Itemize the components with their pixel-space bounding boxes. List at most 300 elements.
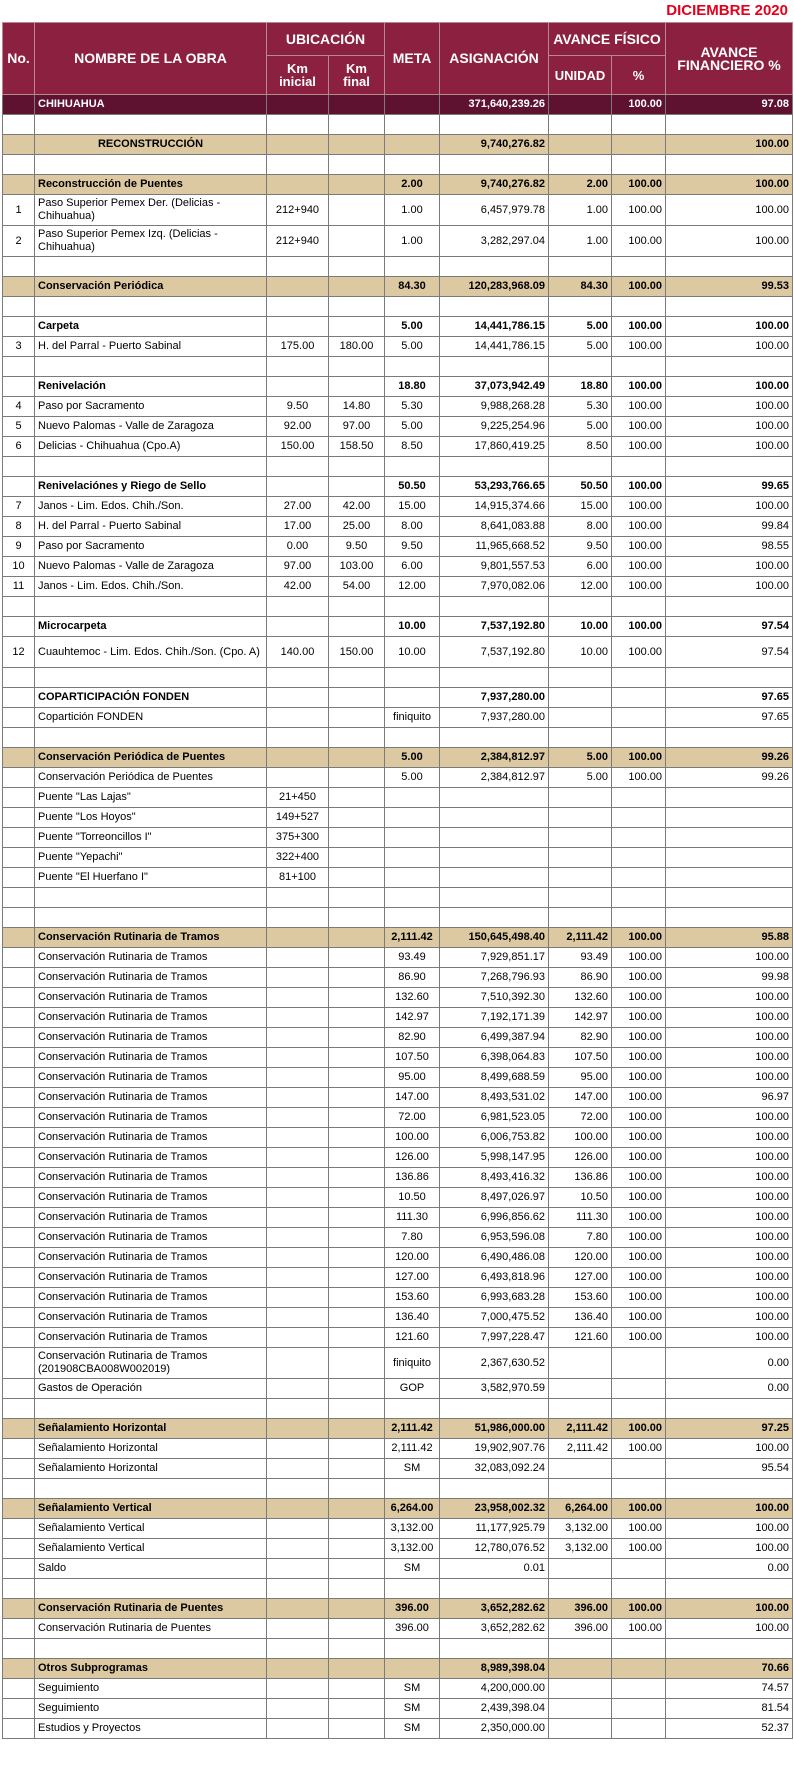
cell-avance-financiero: 100.00 [666, 1519, 793, 1539]
cell-km-inicial [267, 1519, 329, 1539]
cell-nombre: Conservación Rutinaria de Tramos [35, 1128, 267, 1148]
cell-meta: 142.97 [385, 1008, 440, 1028]
cell-km-final [329, 1419, 385, 1439]
cell-meta: 8.00 [385, 517, 440, 537]
empty-cell [385, 357, 440, 377]
empty-cell [612, 457, 666, 477]
cell-unidad [549, 708, 612, 728]
spacer-row [3, 115, 793, 135]
cell-km-inicial [267, 1539, 329, 1559]
header-avance-financiero: AVANCE FINANCIERO % [666, 23, 793, 95]
cell-km-inicial: 149+527 [267, 808, 329, 828]
empty-cell [549, 597, 612, 617]
cell-km-final [329, 377, 385, 397]
empty-cell [267, 1399, 329, 1419]
table-row [3, 868, 793, 888]
cell-nombre: Señalamiento Horizontal [35, 1459, 267, 1479]
cell-nombre: Conservación Rutinaria de Tramos [35, 1248, 267, 1268]
empty-cell [385, 1639, 440, 1659]
cell-km-final: 150.00 [329, 637, 385, 668]
cell-unidad: 3,132.00 [549, 1519, 612, 1539]
cell-no [3, 617, 35, 637]
table-row [3, 1128, 793, 1148]
cell-avance-financiero: 100.00 [666, 226, 793, 257]
cell-km-final [329, 1679, 385, 1699]
spacer-row [3, 908, 793, 928]
cell-avance-financiero: 100.00 [666, 1499, 793, 1519]
cell-meta: SM [385, 1559, 440, 1579]
cell-nombre: Conservación Rutinaria de Tramos [35, 1068, 267, 1088]
cell-avance-financiero: 100.00 [666, 1188, 793, 1208]
table-row [3, 1308, 793, 1328]
cell-avance-financiero: 100.00 [666, 1248, 793, 1268]
cell-nombre: Paso por Sacramento [35, 397, 267, 417]
empty-cell [385, 668, 440, 688]
empty-cell [549, 357, 612, 377]
cell-asignacion: 7,192,171.39 [440, 1008, 549, 1028]
cell-no [3, 1208, 35, 1228]
cell-km-inicial [267, 1188, 329, 1208]
spacer-row [3, 1399, 793, 1419]
cell-no: 10 [3, 557, 35, 577]
header-ubicacion: UBICACIÓN [267, 23, 385, 56]
cell-asignacion: 32,083,092.24 [440, 1459, 549, 1479]
cell-asignacion: 6,490,486.08 [440, 1248, 549, 1268]
cell-porcentaje [612, 1559, 666, 1579]
cell-km-final [329, 95, 385, 115]
cell-no [3, 1719, 35, 1739]
cell-unidad: 107.50 [549, 1048, 612, 1068]
empty-cell [666, 457, 793, 477]
cell-porcentaje: 100.00 [612, 1439, 666, 1459]
cell-nombre: Conservación Rutinaria de Tramos [35, 948, 267, 968]
cell-no: 6 [3, 437, 35, 457]
cell-asignacion [440, 868, 549, 888]
cell-km-inicial [267, 135, 329, 155]
cell-km-final [329, 768, 385, 788]
empty-cell [329, 888, 385, 908]
cell-asignacion: 7,537,192.80 [440, 617, 549, 637]
cell-porcentaje: 100.00 [612, 277, 666, 297]
cell-nombre: Señalamiento Horizontal [35, 1419, 267, 1439]
cell-avance-financiero: 100.00 [666, 1048, 793, 1068]
empty-cell [267, 1479, 329, 1499]
works-table [2, 22, 793, 1739]
table-row [3, 1088, 793, 1108]
cell-no [3, 1188, 35, 1208]
cell-avance-financiero: 100.00 [666, 1208, 793, 1228]
section-row [3, 277, 793, 297]
cell-km-final [329, 1348, 385, 1379]
cell-avance-financiero: 100.00 [666, 1148, 793, 1168]
cell-asignacion: 5,998,147.95 [440, 1148, 549, 1168]
cell-avance-financiero: 100.00 [666, 988, 793, 1008]
spacer-row [3, 457, 793, 477]
cell-km-inicial [267, 1699, 329, 1719]
empty-cell [3, 1479, 35, 1499]
cell-nombre: Señalamiento Vertical [35, 1499, 267, 1519]
cell-meta: 5.00 [385, 417, 440, 437]
empty-cell [549, 1399, 612, 1419]
cell-asignacion: 6,993,683.28 [440, 1288, 549, 1308]
cell-km-final [329, 1188, 385, 1208]
cell-km-inicial [267, 1499, 329, 1519]
cell-porcentaje: 100.00 [612, 1108, 666, 1128]
cell-meta [385, 848, 440, 868]
empty-cell [440, 668, 549, 688]
cell-km-final [329, 1308, 385, 1328]
cell-meta: 153.60 [385, 1288, 440, 1308]
cell-km-inicial [267, 768, 329, 788]
cell-asignacion: 14,915,374.66 [440, 497, 549, 517]
cell-nombre: Delicias - Chihuahua (Cpo.A) [35, 437, 267, 457]
empty-cell [612, 1479, 666, 1499]
empty-cell [385, 597, 440, 617]
empty-cell [666, 357, 793, 377]
cell-km-inicial [267, 1459, 329, 1479]
empty-cell [329, 908, 385, 928]
section-row [3, 175, 793, 195]
cell-avance-financiero: 100.00 [666, 1599, 793, 1619]
cell-asignacion: 8,499,688.59 [440, 1068, 549, 1088]
cell-km-final [329, 968, 385, 988]
cell-no [3, 708, 35, 728]
cell-km-inicial [267, 1439, 329, 1459]
empty-cell [612, 115, 666, 135]
cell-unidad: 396.00 [549, 1599, 612, 1619]
cell-porcentaje: 100.00 [612, 377, 666, 397]
cell-asignacion: 2,439,398.04 [440, 1699, 549, 1719]
cell-km-final [329, 828, 385, 848]
cell-no: 2 [3, 226, 35, 257]
cell-meta: 5.00 [385, 317, 440, 337]
cell-nombre: Paso por Sacramento [35, 537, 267, 557]
cell-km-final [329, 277, 385, 297]
cell-km-final [329, 1699, 385, 1719]
cell-porcentaje [612, 1659, 666, 1679]
cell-nombre: Seguimiento [35, 1679, 267, 1699]
cell-porcentaje: 100.00 [612, 948, 666, 968]
table-row [3, 808, 793, 828]
cell-unidad [549, 1699, 612, 1719]
cell-avance-financiero: 74.57 [666, 1679, 793, 1699]
cell-nombre: Saldo [35, 1559, 267, 1579]
cell-km-final [329, 808, 385, 828]
cell-avance-financiero: 100.00 [666, 497, 793, 517]
cell-avance-financiero: 97.65 [666, 708, 793, 728]
empty-cell [267, 888, 329, 908]
cell-km-final: 180.00 [329, 337, 385, 357]
cell-nombre: Puente "Yepachi" [35, 848, 267, 868]
cell-porcentaje: 100.00 [612, 397, 666, 417]
empty-cell [267, 597, 329, 617]
cell-asignacion: 11,177,925.79 [440, 1519, 549, 1539]
cell-porcentaje: 100.00 [612, 748, 666, 768]
empty-cell [385, 1399, 440, 1419]
cell-km-inicial [267, 1328, 329, 1348]
cell-porcentaje [612, 688, 666, 708]
cell-nombre: Copartición FONDEN [35, 708, 267, 728]
table-row [3, 1108, 793, 1128]
cell-meta: 396.00 [385, 1599, 440, 1619]
cell-km-final [329, 1048, 385, 1068]
cell-unidad [549, 1459, 612, 1479]
cell-km-inicial [267, 95, 329, 115]
cell-no [3, 1108, 35, 1128]
cell-nombre: Conservación Rutinaria de Puentes [35, 1619, 267, 1639]
cell-avance-financiero: 99.98 [666, 968, 793, 988]
cell-porcentaje: 100.00 [612, 1028, 666, 1048]
cell-avance-financiero: 100.00 [666, 1539, 793, 1559]
cell-km-final: 97.00 [329, 417, 385, 437]
cell-unidad: 8.50 [549, 437, 612, 457]
cell-avance-financiero: 95.54 [666, 1459, 793, 1479]
cell-km-inicial [267, 748, 329, 768]
cell-meta: SM [385, 1719, 440, 1739]
table-row [3, 577, 793, 597]
empty-cell [549, 1479, 612, 1499]
cell-meta: 100.00 [385, 1128, 440, 1148]
cell-km-final [329, 848, 385, 868]
empty-cell [267, 457, 329, 477]
cell-porcentaje: 100.00 [612, 497, 666, 517]
cell-asignacion: 2,367,630.52 [440, 1348, 549, 1379]
table-body [3, 95, 793, 1739]
cell-porcentaje: 100.00 [612, 1188, 666, 1208]
empty-cell [35, 888, 267, 908]
empty-cell [35, 115, 267, 135]
cell-nombre: COPARTICIPACIÓN FONDEN [35, 688, 267, 708]
cell-porcentaje: 100.00 [612, 557, 666, 577]
cell-nombre: H. del Parral - Puerto Sabinal [35, 517, 267, 537]
empty-cell [35, 155, 267, 175]
cell-asignacion: 7,000,475.52 [440, 1308, 549, 1328]
cell-asignacion: 9,225,254.96 [440, 417, 549, 437]
cell-no [3, 1168, 35, 1188]
cell-asignacion: 6,493,818.96 [440, 1268, 549, 1288]
cell-avance-financiero: 100.00 [666, 397, 793, 417]
empty-cell [3, 1639, 35, 1659]
cell-no: 5 [3, 417, 35, 437]
cell-asignacion: 2,384,812.97 [440, 748, 549, 768]
cell-km-final [329, 1148, 385, 1168]
cell-no [3, 1519, 35, 1539]
cell-nombre: Conservación Rutinaria de Tramos [35, 968, 267, 988]
cell-km-inicial [267, 1719, 329, 1739]
cell-nombre: Estudios y Proyectos [35, 1719, 267, 1739]
cell-km-final [329, 1719, 385, 1739]
cell-meta: 6.00 [385, 557, 440, 577]
table-row [3, 788, 793, 808]
table-row [3, 1228, 793, 1248]
cell-meta: 5.00 [385, 748, 440, 768]
cell-no [3, 848, 35, 868]
cell-km-inicial [267, 1599, 329, 1619]
header-km-inicial: Km inicial [267, 56, 329, 95]
cell-asignacion: 2,384,812.97 [440, 768, 549, 788]
cell-km-final [329, 1519, 385, 1539]
cell-asignacion [440, 808, 549, 828]
cell-porcentaje: 100.00 [612, 928, 666, 948]
cell-km-final [329, 195, 385, 226]
cell-porcentaje: 100.00 [612, 1599, 666, 1619]
cell-km-inicial [267, 377, 329, 397]
cell-avance-financiero: 100.00 [666, 557, 793, 577]
cell-avance-financiero: 100.00 [666, 1168, 793, 1188]
header-km-final: Km final [329, 56, 385, 95]
cell-asignacion: 8,497,026.97 [440, 1188, 549, 1208]
cell-asignacion: 6,006,753.82 [440, 1128, 549, 1148]
empty-cell [35, 668, 267, 688]
empty-cell [385, 888, 440, 908]
cell-asignacion: 7,970,082.06 [440, 577, 549, 597]
table-row [3, 988, 793, 1008]
table-row [3, 226, 793, 257]
cell-meta: finiquito [385, 708, 440, 728]
cell-asignacion: 8,493,416.32 [440, 1168, 549, 1188]
cell-no [3, 828, 35, 848]
section-row [3, 1659, 793, 1679]
cell-no [3, 377, 35, 397]
cell-km-inicial [267, 477, 329, 497]
empty-cell [35, 257, 267, 277]
cell-km-final [329, 1228, 385, 1248]
cell-unidad: 5.00 [549, 317, 612, 337]
cell-asignacion: 6,996,856.62 [440, 1208, 549, 1228]
cell-porcentaje: 100.00 [612, 968, 666, 988]
cell-asignacion [440, 828, 549, 848]
table-row [3, 517, 793, 537]
cell-porcentaje: 100.00 [612, 1148, 666, 1168]
cell-porcentaje: 100.00 [612, 1128, 666, 1148]
empty-cell [3, 297, 35, 317]
table-row [3, 1268, 793, 1288]
empty-cell [267, 257, 329, 277]
cell-avance-financiero: 100.00 [666, 948, 793, 968]
table-row [3, 1459, 793, 1479]
cell-km-inicial: 322+400 [267, 848, 329, 868]
cell-asignacion: 7,937,280.00 [440, 688, 549, 708]
cell-km-inicial [267, 175, 329, 195]
cell-km-inicial [267, 1288, 329, 1308]
empty-cell [329, 115, 385, 135]
cell-km-inicial: 212+940 [267, 195, 329, 226]
cell-km-inicial [267, 1068, 329, 1088]
empty-cell [329, 1479, 385, 1499]
cell-porcentaje: 100.00 [612, 1308, 666, 1328]
cell-no: 4 [3, 397, 35, 417]
cell-meta: 7.80 [385, 1228, 440, 1248]
empty-cell [3, 357, 35, 377]
cell-unidad: 396.00 [549, 1619, 612, 1639]
cell-km-inicial [267, 1008, 329, 1028]
cell-unidad: 126.00 [549, 1148, 612, 1168]
empty-cell [666, 668, 793, 688]
empty-cell [329, 1639, 385, 1659]
empty-cell [329, 597, 385, 617]
cell-unidad: 95.00 [549, 1068, 612, 1088]
spacer-row [3, 1639, 793, 1659]
empty-cell [3, 888, 35, 908]
cell-meta: 120.00 [385, 1248, 440, 1268]
cell-unidad: 6,264.00 [549, 1499, 612, 1519]
cell-asignacion: 7,929,851.17 [440, 948, 549, 968]
sub-row [3, 688, 793, 708]
cell-nombre: Microcarpeta [35, 617, 267, 637]
cell-avance-financiero: 0.00 [666, 1379, 793, 1399]
cell-nombre: Seguimiento [35, 1699, 267, 1719]
cell-porcentaje: 100.00 [612, 577, 666, 597]
empty-cell [612, 155, 666, 175]
cell-km-inicial [267, 928, 329, 948]
cell-asignacion: 3,582,970.59 [440, 1379, 549, 1399]
cell-nombre: Conservación Periódica de Puentes [35, 748, 267, 768]
section-row [3, 135, 793, 155]
cell-km-final [329, 1559, 385, 1579]
cell-km-inicial [267, 688, 329, 708]
cell-meta: 95.00 [385, 1068, 440, 1088]
cell-avance-financiero [666, 828, 793, 848]
empty-cell [3, 668, 35, 688]
cell-meta: 2,111.42 [385, 1419, 440, 1439]
cell-asignacion: 7,537,192.80 [440, 637, 549, 668]
cell-km-inicial [267, 1679, 329, 1699]
empty-cell [3, 457, 35, 477]
cell-asignacion: 4,200,000.00 [440, 1679, 549, 1699]
cell-no [3, 1128, 35, 1148]
cell-unidad [549, 828, 612, 848]
cell-unidad: 86.90 [549, 968, 612, 988]
sub-row [3, 317, 793, 337]
cell-nombre: Gastos de Operación [35, 1379, 267, 1399]
empty-cell [440, 1399, 549, 1419]
cell-avance-financiero: 96.97 [666, 1088, 793, 1108]
cell-meta: finiquito [385, 1348, 440, 1379]
cell-no [3, 1419, 35, 1439]
cell-no [3, 1308, 35, 1328]
cell-avance-financiero: 100.00 [666, 1108, 793, 1128]
table-row [3, 1679, 793, 1699]
cell-no: 8 [3, 517, 35, 537]
empty-cell [385, 297, 440, 317]
cell-meta: 147.00 [385, 1088, 440, 1108]
spacer-row [3, 1579, 793, 1599]
spacer-row [3, 728, 793, 748]
header-unidad: UNIDAD [549, 56, 612, 95]
cell-unidad: 132.60 [549, 988, 612, 1008]
empty-cell [440, 728, 549, 748]
cell-nombre: Conservación Rutinaria de Tramos [35, 1148, 267, 1168]
cell-meta: GOP [385, 1379, 440, 1399]
cell-no [3, 1048, 35, 1068]
sub-row [3, 377, 793, 397]
empty-cell [440, 1479, 549, 1499]
cell-km-inicial: 375+300 [267, 828, 329, 848]
cell-porcentaje: 100.00 [612, 1419, 666, 1439]
cell-km-inicial: 81+100 [267, 868, 329, 888]
section-row [3, 748, 793, 768]
cell-no [3, 477, 35, 497]
cell-porcentaje: 100.00 [612, 617, 666, 637]
cell-avance-financiero: 100.00 [666, 377, 793, 397]
cell-nombre: Conservación Rutinaria de Tramos [35, 1268, 267, 1288]
cell-asignacion: 6,398,064.83 [440, 1048, 549, 1068]
cell-km-inicial [267, 1308, 329, 1328]
cell-porcentaje: 100.00 [612, 1519, 666, 1539]
table-row [3, 497, 793, 517]
cell-km-final: 54.00 [329, 577, 385, 597]
empty-cell [267, 155, 329, 175]
